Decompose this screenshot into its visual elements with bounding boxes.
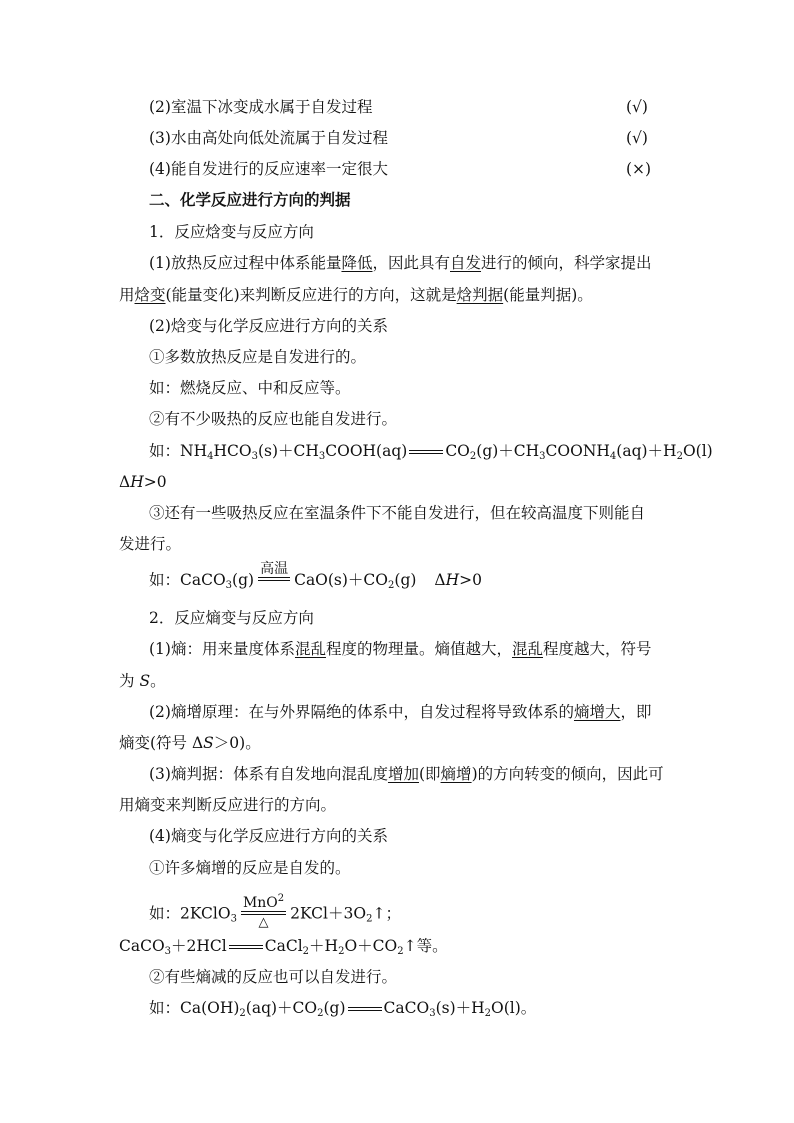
paragraph-cont: 发进行。 [119,535,182,553]
reaction-condition: MnO$^2$ △ [242,893,285,930]
paragraph-cont: 用焓变(能量变化)来判断反应进行的方向，这就是焓判据(能量判据)。 [119,286,593,304]
judge-item-4: (4)能自发进行的反应速率一定很大 [149,160,388,178]
judge-mark-4: (×) [626,160,652,178]
subsection-2-title: 2．反应熵变与反应方向 [149,609,314,627]
judge-item-3: (3)水由高处向低处流属于自发过程 [149,129,388,147]
paragraph: ①多数放热反应是自发进行的。 [149,348,367,366]
reaction-condition: 高温 [258,561,290,581]
section-title: 二、化学反应进行方向的判据 [149,190,351,209]
equation-1-enthalpy: ΔH>0 [119,473,167,491]
paragraph: (2)熵增原理：在与外界隔绝的体系中，自发过程将导致体系的熵增大，即 [149,703,652,721]
equation-5: 如：$Ca(OH)_2(aq)+CO_2(g)$ $CaCO_3(s)+H_2O(l)$。 [149,999,537,1019]
equation-2: 如：CaCO$_3$(g) 高温 $CaO(s)+CO_2(g)$ ΔH>0 [149,561,483,591]
equation-4: CaCO$_3$＋2HCl $CaCl_2+H_2O+CO_2↑$等。 [119,937,448,957]
paragraph: ②有些熵减的反应也可以自发进行。 [149,968,398,986]
paragraph: ①许多熵增的反应是自发的。 [149,859,351,877]
judge-mark-2: (√) [626,98,648,116]
paragraph: ③还有一些吸热反应在室温条件下不能自发进行，但在较高温度下则能自 [149,504,646,522]
paragraph: 如：燃烧反应、中和反应等。 [149,379,351,397]
paragraph: ②有不少吸热的反应也能自发进行。 [149,410,398,428]
judge-mark-3: (√) [626,129,648,147]
equation-1: 如：$NH_4HCO_3(s)+CH_3COOH(aq)$ $CO_2(g)+CH_3COONH_4(aq)+H_2O(l)$ [149,442,713,462]
paragraph: (1)熵：用来量度体系混乱程度的物理量。熵值越大，混乱程度越大，符号 [149,640,652,658]
judge-item-2: (2)室温下冰变成水属于自发过程 [149,98,373,116]
paragraph: (4)熵变与化学反应进行方向的关系 [149,827,388,845]
paragraph-cont: 用熵变来判断反应进行的方向。 [119,796,337,814]
paragraph: (3)熵判据：体系有自发地向混乱度增加(即熵增)的方向转变的倾向，因此可 [149,765,664,783]
equation-3: 如：2KClO$_3$ MnO$^2$ △ $2KCl+3O_2↑$； [149,893,401,930]
equals-sign [348,1007,382,1011]
paragraph-cont: 为 S。 [119,672,166,690]
paragraph: (1)放热反应过程中体系能量降低，因此具有自发进行的倾向，科学家提出 [149,254,652,272]
equals-sign [409,450,443,454]
paragraph: (2)焓变与化学反应进行方向的关系 [149,317,388,335]
equals-sign [229,945,263,949]
paragraph-cont: 熵变(符号 ΔS＞0)。 [119,734,261,752]
subsection-1-title: 1．反应焓变与反应方向 [149,223,314,241]
